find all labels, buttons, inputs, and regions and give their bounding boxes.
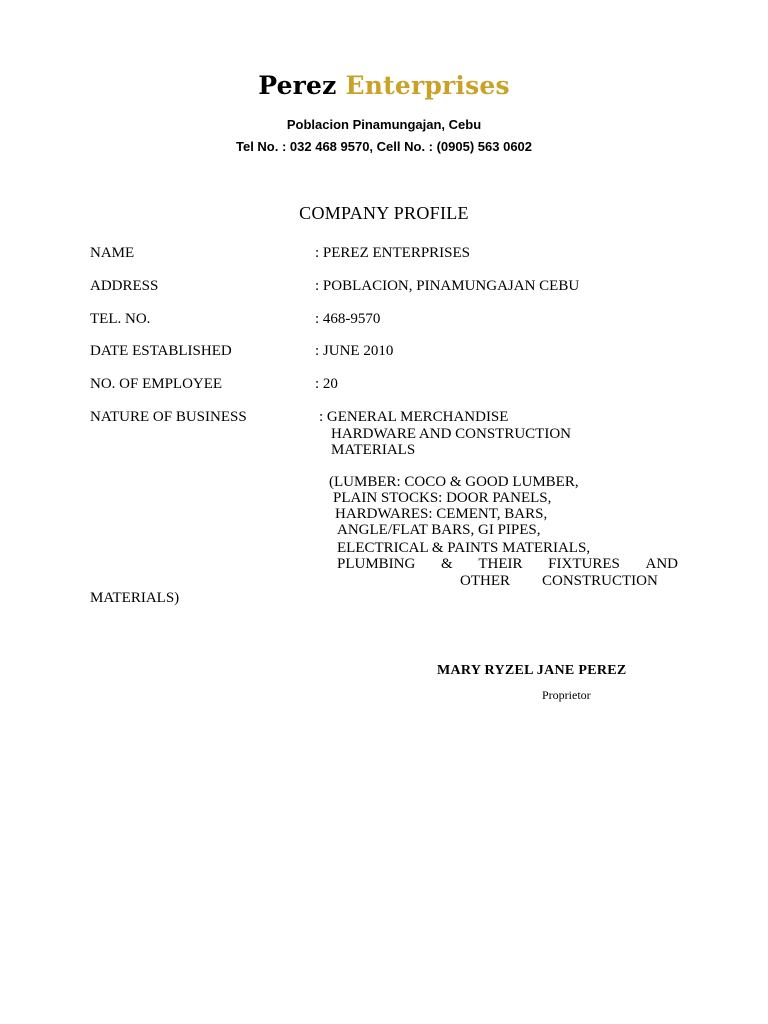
products-line-6-word: PLUMBING xyxy=(337,556,416,572)
products-line-6-word: AND xyxy=(645,556,678,572)
name-value: : PEREZ ENTERPRISES xyxy=(315,245,471,261)
address-value: : POBLACION, PINAMUNGAJAN CEBU xyxy=(315,278,580,294)
products-line-4: ANGLE/FLAT BARS, GI PIPES, xyxy=(337,522,541,538)
address-label: ADDRESS xyxy=(90,278,159,294)
nature-label: NATURE OF BUSINESS xyxy=(90,409,247,425)
tel-value: : 468-9570 xyxy=(315,311,381,327)
company-name-heading xyxy=(0,71,768,100)
tel-label: TEL. NO. xyxy=(90,311,151,327)
letterhead-address: Poblacion Pinamungajan, Cebu xyxy=(286,117,482,132)
nature-line-2: HARDWARE AND CONSTRUCTION xyxy=(331,426,572,442)
products-line-6-word: FIXTURES xyxy=(548,556,620,572)
employees-value: : 20 xyxy=(315,376,338,392)
signatory-title: Proprietor xyxy=(542,688,591,702)
document-title: COMPANY PROFILE xyxy=(299,203,469,223)
products-line-5: ELECTRICAL & PAINTS MATERIALS, xyxy=(337,540,591,556)
products-line-1: (LUMBER: COCO & GOOD LUMBER, xyxy=(329,474,579,490)
products-line-6-word: & xyxy=(441,556,453,572)
products-line-6-word: THEIR xyxy=(478,556,523,572)
nature-line-3: MATERIALS xyxy=(331,442,416,458)
products-line-2: PLAIN STOCKS: DOOR PANELS, xyxy=(333,490,552,506)
company-name-part2: Enterprises xyxy=(345,71,510,100)
date-established-value: : JUNE 2010 xyxy=(315,343,394,359)
products-line-7-word: OTHER xyxy=(460,573,510,589)
company-name-part1: Perez xyxy=(258,71,337,100)
name-label: NAME xyxy=(90,245,135,261)
nature-line-1: : GENERAL MERCHANDISE xyxy=(319,409,509,425)
date-established-label: DATE ESTABLISHED xyxy=(90,343,232,359)
signatory-name: MARY RYZEL JANE PEREZ xyxy=(437,663,627,678)
employees-label: NO. OF EMPLOYEE xyxy=(90,376,223,392)
products-line-6 xyxy=(337,556,678,573)
products-line-3: HARDWARES: CEMENT, BARS, xyxy=(335,506,548,522)
products-line-7-word: CONSTRUCTION xyxy=(542,573,658,589)
products-line-8: MATERIALS) xyxy=(90,590,180,606)
letterhead-contact: Tel No. : 032 468 9570, Cell No. : (0905) 563 0602 xyxy=(235,139,533,154)
